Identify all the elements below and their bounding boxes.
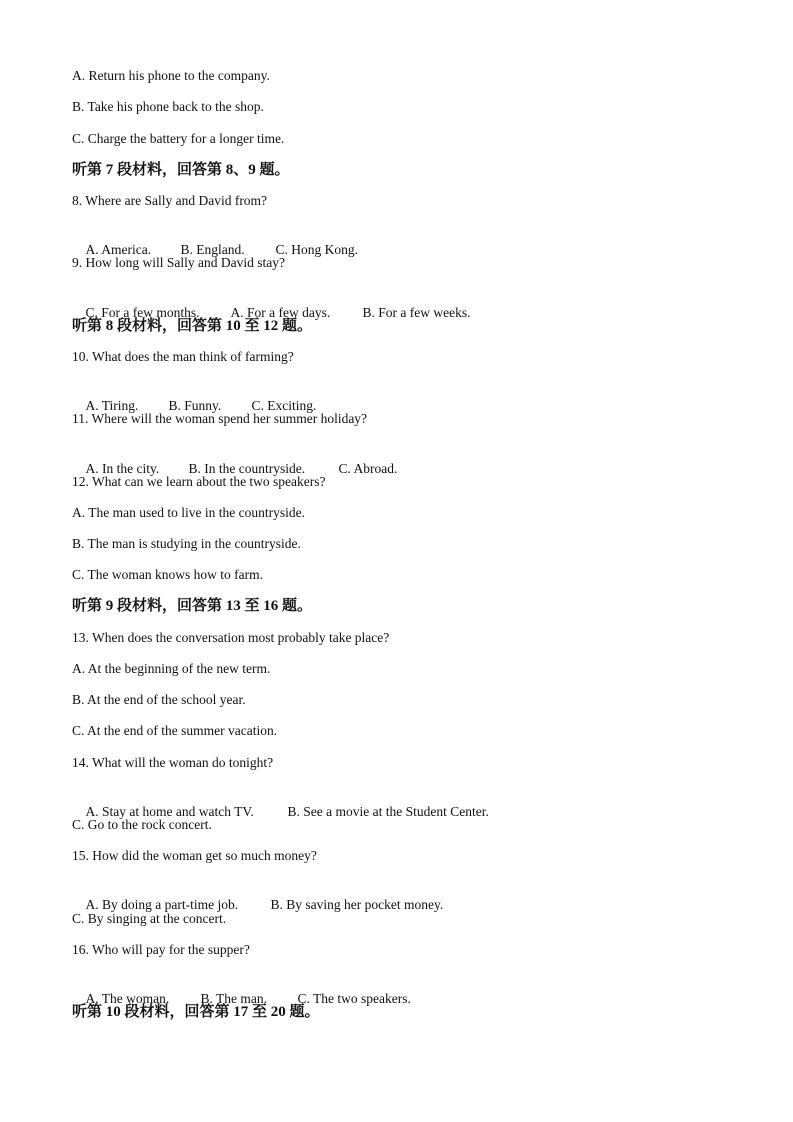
option-line: C. By singing at the concert. xyxy=(72,911,227,926)
question-15: 15. How did the woman get so much money? xyxy=(72,848,317,863)
option-b: B. England. xyxy=(180,242,245,257)
section-heading: 听第 7 段材料，回答第 8、9 题。 xyxy=(72,162,290,178)
question-16: 16. Who will pay for the supper? xyxy=(72,942,250,957)
option-line: A. At the beginning of the new term. xyxy=(72,661,271,676)
option-c: C. Abroad. xyxy=(338,461,398,476)
option-line: C. The woman knows how to farm. xyxy=(72,567,263,582)
option-line: A. The man used to live in the countryside. xyxy=(72,505,305,520)
section-heading: 听第 10 段材料，回答第 17 至 20 题。 xyxy=(72,1004,320,1020)
option-b: B. See a movie at the Student Center. xyxy=(287,804,489,819)
option-line: B. Take his phone back to the shop. xyxy=(72,99,264,114)
option-c: C. Hong Kong. xyxy=(275,242,359,257)
option-c: C. The two speakers. xyxy=(297,991,411,1006)
option-b: B. In the countryside. xyxy=(188,461,306,476)
option-a: A. By doing a part-time job. xyxy=(85,897,239,912)
question-12: 12. What can we learn about the two speakers? xyxy=(72,474,326,489)
option-c: C. Exciting. xyxy=(251,398,317,413)
section-heading: 听第 8 段材料，回答第 10 至 12 题。 xyxy=(72,318,313,334)
option-a: A. The woman. xyxy=(85,991,170,1006)
option-a: A. In the city. xyxy=(85,461,160,476)
option-b: B. Funny. xyxy=(168,398,222,413)
option-a: A. Stay at home and watch TV. xyxy=(85,804,254,819)
question-13: 13. When does the conversation most probably take place? xyxy=(72,630,390,645)
question-11: 11. Where will the woman spend her summer holiday? xyxy=(72,411,368,426)
question-14: 14. What will the woman do tonight? xyxy=(72,755,274,770)
question-8: 8. Where are Sally and David from? xyxy=(72,193,268,208)
question-10: 10. What does the man think of farming? xyxy=(72,349,294,364)
section-heading: 听第 9 段材料，回答第 13 至 16 题。 xyxy=(72,598,313,614)
option-line: C. Go to the rock concert. xyxy=(72,817,212,832)
option-b: B. The man. xyxy=(200,991,267,1006)
option-a: A. Tiring. xyxy=(85,398,139,413)
question-9: 9. How long will Sally and David stay? xyxy=(72,255,285,270)
option-line: B. The man is studying in the countryside. xyxy=(72,536,301,551)
option-line: B. At the end of the school year. xyxy=(72,692,246,707)
option-b: B. For a few weeks. xyxy=(362,305,471,320)
option-line: A. Return his phone to the company. xyxy=(72,68,270,83)
option-c: C. For a few months. xyxy=(85,305,200,320)
option-a: A. America. xyxy=(85,242,152,257)
option-a: A. For a few days. xyxy=(230,305,331,320)
option-line: C. At the end of the summer vacation. xyxy=(72,723,278,738)
option-line: C. Charge the battery for a longer time. xyxy=(72,131,285,146)
option-b: B. By saving her pocket money. xyxy=(270,897,444,912)
